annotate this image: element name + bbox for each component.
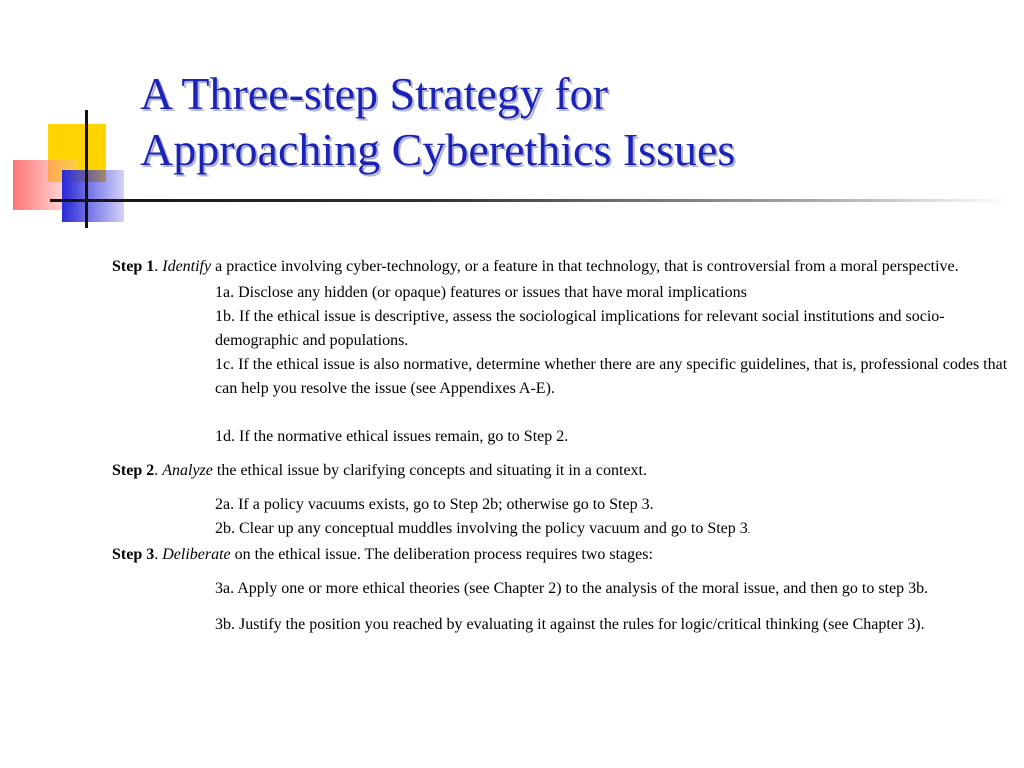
slide-title: [140, 66, 735, 178]
step-3-label: Step 3: [112, 546, 155, 563]
title-underline: [50, 199, 1010, 202]
step-2-verb: Analyze: [162, 462, 213, 479]
step-1-label: Step 1: [112, 258, 155, 275]
step-2b: [215, 517, 1012, 543]
step-2: [112, 459, 1012, 483]
slide-body: [112, 255, 1012, 637]
step-2a: 2a. If a policy vacuums exists, go to Step 2b; otherwise go to Step 3.: [215, 496, 654, 513]
decor-blue-square: [62, 170, 124, 222]
slide-title-line-2: Approaching Cyberethics Issues: [140, 124, 736, 175]
decor-vertical-line: [85, 110, 88, 228]
step-3a: 3a. Apply one or more ethical theories (see Chapter 2) to the analysis of the moral issue, and then go to step 3b.: [215, 580, 929, 597]
step-3-verb: Deliberate: [162, 546, 231, 563]
step-1-sep: .: [154, 258, 159, 275]
step-2b-tail: .: [747, 526, 750, 535]
step-3-sep: .: [154, 546, 159, 563]
step-1-verb: Identify: [162, 258, 212, 275]
step-2-text: the ethical issue by clarifying concepts and situating it in a context.: [216, 462, 647, 479]
step-1b: 1b. If the ethical issue is descriptive, assess the sociological implications for relevant social institutions and socio-demographic and populations.: [215, 308, 945, 349]
step-3: [112, 543, 1012, 567]
step-1-text: a practice involving cyber-technology, or a feature in that technology, that is controversial from a moral perspective.: [215, 258, 959, 275]
step-3b: 3b. Justify the position you reached by evaluating it against the rules for logic/critical thinking (see Chapter 3).: [215, 616, 925, 633]
step-2-label: Step 2: [112, 462, 155, 479]
step-2-sep: .: [154, 462, 159, 479]
step-3-text: on the ethical issue. The deliberation process requires two stages:: [234, 546, 653, 563]
step-1c: 1c. If the ethical issue is also normative, determine whether there are any specific guidelines, that is, professional codes that can help you resolve the issue (see Appendixes A-E).: [215, 356, 1008, 397]
step-1: [112, 255, 1012, 279]
step-1d: 1d. If the normative ethical issues remain, go to Step 2.: [215, 428, 569, 445]
step-1a: 1a. Disclose any hidden (or opaque) features or issues that have moral implications: [215, 284, 747, 301]
slide-title-line-1: A Three-step Strategy for: [140, 68, 608, 119]
step-2b-text: 2b. Clear up any conceptual muddles involving the policy vacuum and go to Step 3: [215, 520, 748, 537]
